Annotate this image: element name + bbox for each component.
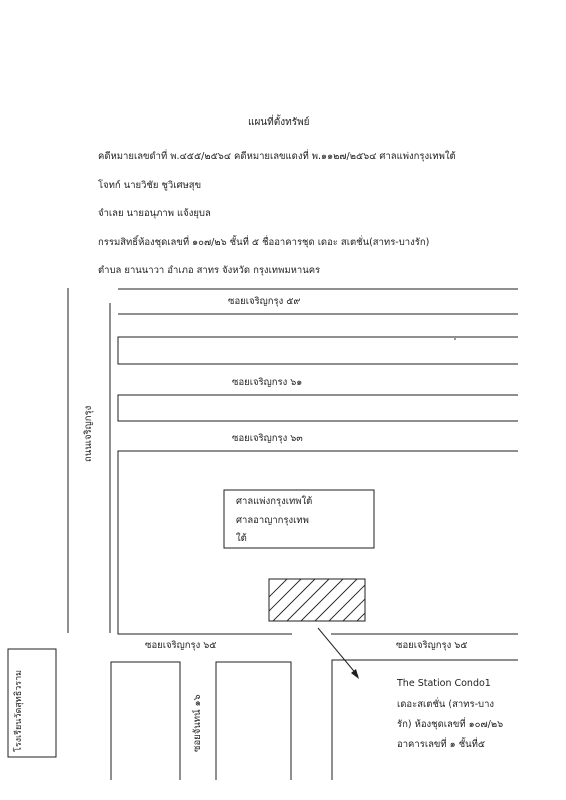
court-label-line1: ศาลแพ่งกรุงเทพใต้ [236,496,313,507]
soi-65-left-label: ซอยเจริญกรุง ๖๕ [145,640,217,651]
block-middle-lower [216,662,291,780]
block-left-lower [111,662,180,780]
pointer-arrow-line [318,628,358,676]
condo-detail-line1: เดอะสเตชั่น (สาทร-บาง [397,699,495,710]
pointer-arrow-head [351,669,359,679]
block-63-65 [118,451,518,634]
soi-chan-label: ซอยจันทน์ ๑๖ [192,694,203,752]
court-label-line2: ศาลอาญากรุงเทพ [236,515,309,526]
defendant-line: จำเลย นายอนุภาพ แจ้งยุบล [98,208,211,219]
condo-detail-line2: รัก) ห้องชุดเลขที่ ๑๐๗/๒๖ [397,719,504,730]
soi-59-label: ซอยเจริญกรุง ๕๙ [228,296,301,307]
soi-65-right-label: ซอยเจริญกรุง ๖๕ [396,640,468,651]
soi-61-label: ซอยเจริญกรง ๖๑ [232,377,303,388]
condo-detail-line3: อาคารเลขที่ ๑ ชั้นที่๕ [397,739,486,750]
location-line: ตำบล ยานนาวา อำเภอ สาทร จังหวัด กรุงเทพมหานคร [98,265,321,276]
document-title: แผนที่ตั้งทรัพย์ [248,117,310,128]
soi-63-label: ซอยเจริญกรุง ๖๓ [232,433,303,444]
block-61-63 [118,395,518,421]
condo-name: The Station Condo1 [397,678,491,689]
block-59-61 [118,337,518,364]
case-number-line: คดีหมายเลขดำที่ พ.๔๕๕/๒๕๖๔ คดีหมายเลขแดงที่ พ.๑๑๒๗/๒๕๖๔ ศาลแพ่งกรุงเทพใต้ [98,151,456,162]
condo-plot-hatching [245,579,399,621]
main-road-label: ถนนเจริญกรุง [83,405,94,462]
plaintiff-line: โจทก์ นายวิชัย ชูวิเศษสุข [98,180,202,191]
court-label-line3: ใต้ [236,533,247,544]
ownership-line: กรรมสิทธิ์ห้องชุดเลขที่ ๑๐๗/๒๖ ชั้นที่ ๕ ชื่ออาคารชุด เดอะ สเตชั่น(สาทร-บางรัก) [98,237,430,248]
school-label: โรงเรียนวัดสุทธิวราม [14,669,24,752]
